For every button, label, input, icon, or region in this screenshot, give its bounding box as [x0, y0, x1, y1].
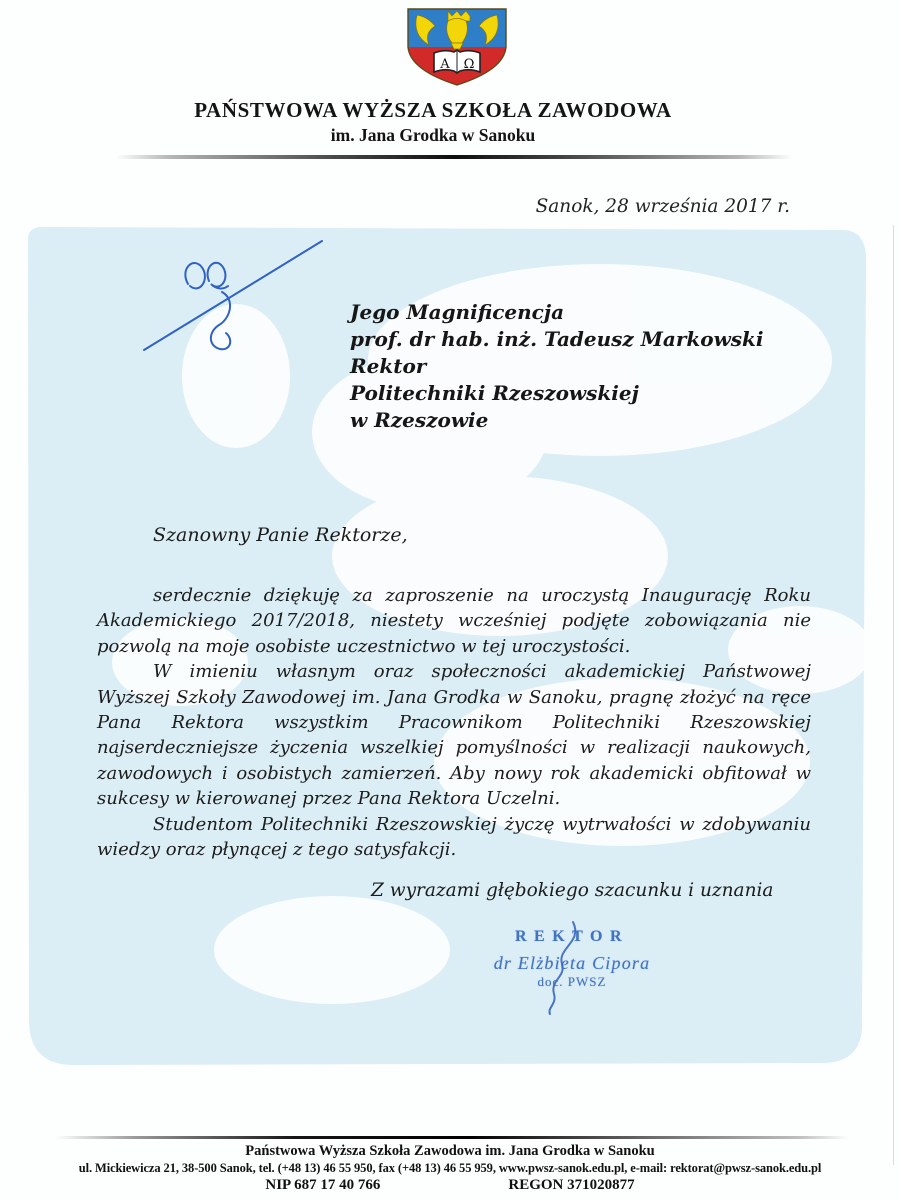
dateline: Sanok, 28 września 2017 r. — [535, 196, 790, 217]
open-book-icon — [434, 50, 480, 73]
recipient-line: Jego Magnificencja — [350, 300, 565, 324]
handwritten-paraph — [138, 232, 328, 358]
body-paragraph: serdecznie dziękuję za zaproszenie na uroczystą Inaugurację Roku Akademickiego 2017/2018, niestety wcześniej podjęte zobowiązania nie pozwolą na moje osobiste uczestnictwo w tej uroczystości. — [97, 585, 811, 657]
alpha-letter: Α — [440, 57, 450, 72]
stamp-name: dr Elżbieta Cipora — [493, 953, 651, 973]
scan-edge-line — [893, 225, 894, 1165]
recipient-line: prof. dr hab. inż. Tadeusz Markowski — [350, 327, 764, 351]
body-paragraph: Studentom Politechniki Rzeszowskiej życzę wytrwałości w zdobywaniu wiedzy oraz płynącej z tego satysfakcji. — [97, 813, 811, 861]
recipient-block — [350, 299, 764, 434]
footer-registry-numbers — [0, 1177, 900, 1194]
footer-nip: NIP 687 17 40 766 — [265, 1177, 381, 1193]
footer-divider — [56, 1136, 848, 1139]
signature-squiggle — [540, 914, 592, 1018]
org-name-line1: PAŃSTWOWA WYŻSZA SZKOŁA ZAWODOWA — [194, 98, 672, 122]
body-paragraph: W imieniu własnym oraz społeczności akademickiej Państwowej Wyższej Szkoły Zawodowej im. Jana Grodka w Sanoku, pragnę złożyć na ręce Pana Rektora wszystkim Pracownikom Politechniki Rzeszowskiej najserdeczniejsze życzenia wszelkiej pomyślności w realizacji naukowych, zawodowych i osobistych zamierzeń. Aby nowy rok akademicki obfitował w sukcesy w kierowanej przez Pana Rektora Uczelni. — [97, 661, 811, 810]
salutation: Szanowny Panie Rektorze, — [153, 524, 408, 546]
letter-body — [97, 583, 811, 862]
footer-org-name: Państwowa Wyższa Szkoła Zawodowa im. Jana Grodka w Sanoku — [245, 1143, 655, 1159]
recipient-line: w Rzeszowie — [350, 408, 489, 432]
stamp-subtitle: doc. PWSZ — [537, 974, 607, 989]
university-crest-icon — [404, 6, 510, 88]
header-divider — [116, 155, 792, 159]
omega-letter: Ω — [463, 57, 475, 72]
org-name-line2: im. Jana Grodka w Sanoku — [330, 125, 536, 145]
footer-regon: REGON 371020877 — [508, 1177, 635, 1193]
closing-phrase: Z wyrazami głębokiego szacunku i uznania — [371, 880, 774, 901]
recipient-line: Politechniki Rzeszowskiej — [350, 381, 639, 405]
recipient-line: Rektor — [350, 354, 427, 378]
footer-address: ul. Mickiewicza 21, 38-500 Sanok, tel. (+48 13) 46 55 950, fax (+48 13) 46 55 959, www.pwsz-sanok.edu.pl, e-mail: rektorat@pwsz-sanok.edu.pl — [78, 1161, 822, 1175]
letterhead — [0, 98, 866, 146]
stamp-title: REKTOR — [514, 928, 630, 945]
